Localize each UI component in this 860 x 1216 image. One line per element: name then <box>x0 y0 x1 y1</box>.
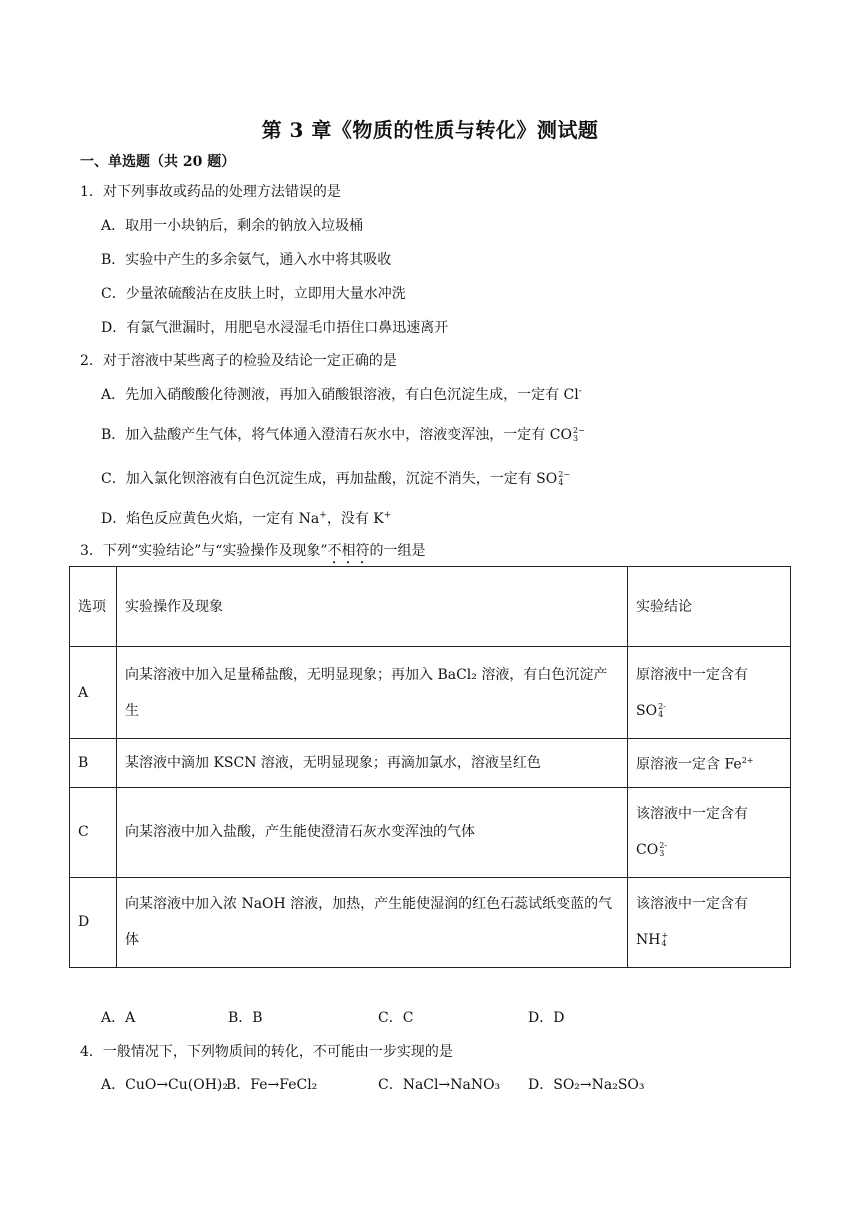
stem-pre: 3．下列“实验结论”与“实验操作及现象” <box>80 543 328 559</box>
question-3-answer-a: A．A <box>101 1010 136 1026</box>
table-row <box>70 787 791 877</box>
subscript: 3 <box>659 849 665 859</box>
header-operation: 实验操作及现象 <box>117 567 628 647</box>
conclusion-ion <box>636 832 782 868</box>
option-b-text: B．加入盐酸产生气体，将气体通入澄清石灰水中，溶液变浑浊，一定有 CO <box>101 427 572 443</box>
ion-symbol: NH <box>636 932 661 949</box>
question-3-answer-c: C．C <box>378 1010 414 1026</box>
row-operation: 向某溶液中加入足量稀盐酸，无明显现象；再加入 BaCl₂ 溶液，有白色沉淀产生 <box>117 647 628 739</box>
table-header-row <box>70 567 791 647</box>
row-operation: 某溶液中滴加 KSCN 溶液，无明显现象；再滴加氯水，溶液呈红色 <box>117 739 628 788</box>
conclusion-ion <box>636 922 782 958</box>
row-conclusion <box>628 877 791 967</box>
row-operation: 向某溶液中加入盐酸，产生能使澄清石灰水变浑浊的气体 <box>117 787 628 877</box>
potassium-charge: + <box>383 510 392 521</box>
row-option: C <box>70 787 117 877</box>
iron-charge: 2+ <box>741 756 754 765</box>
sulfate-notation <box>558 471 570 487</box>
question-4-option-a: A．CuO→Cu(OH)₂ <box>101 1077 228 1093</box>
question-4-option-b: B．Fe→FeCl₂ <box>226 1077 318 1093</box>
charge: 2− <box>572 426 585 435</box>
table-row <box>70 647 791 739</box>
stem-post: 的一组是 <box>369 543 426 559</box>
sodium-charge: + <box>319 510 327 521</box>
ion-symbol: SO <box>636 702 658 719</box>
section-heading: 一、单选题（共 20 题） <box>80 154 236 170</box>
experiment-table <box>69 566 791 968</box>
charge: + <box>661 931 669 941</box>
subscript: 4 <box>661 939 667 949</box>
table-row <box>70 877 791 967</box>
conclusion-text: 该溶液中一定含有 <box>636 806 748 823</box>
carbonate-notation <box>573 427 585 443</box>
option-d-text-2: ，没有 K <box>326 511 384 527</box>
charge: 2− <box>558 470 571 479</box>
conclusion-text: 原溶液中一定含有 <box>636 666 748 683</box>
row-option: A <box>70 647 117 739</box>
question-2-stem: 2．对于溶液中某些离子的检验及结论一定正确的是 <box>80 353 397 369</box>
subscript: 4 <box>558 478 564 487</box>
row-option: D <box>70 877 117 967</box>
subscript: 4 <box>658 709 664 719</box>
conclusion-text: 原溶液一定含 Fe <box>636 756 742 773</box>
question-2-option-b <box>101 424 585 444</box>
conclusion-ion <box>636 693 782 729</box>
question-4-option-c: C．NaCl→NaNO₃ <box>378 1077 501 1093</box>
row-conclusion <box>628 739 791 788</box>
subscript: 3 <box>572 434 579 443</box>
option-a-text: A．先加入硝酸酸化待测液，再加入硝酸银溶液，有白色沉淀生成，一定有 Cl <box>101 387 579 403</box>
question-1-stem: 1．对下列事故或药品的处理方法错误的是 <box>80 184 341 200</box>
question-3-stem <box>80 540 426 567</box>
row-option: B <box>70 739 117 788</box>
ion-symbol: CO <box>636 842 659 859</box>
row-conclusion <box>628 647 791 739</box>
option-d-text-1: D．焰色反应黄色火焰，一定有 Na <box>101 511 320 527</box>
ion-notation <box>659 842 667 858</box>
page-title: 第 3 章《物质的性质与转化》测试题 <box>261 118 599 142</box>
question-1-option-a: A．取用一小块钠后，剩余的钠放入垃圾桶 <box>101 218 364 234</box>
emphasized-text: 不相符 <box>327 543 370 559</box>
ion-notation <box>661 932 668 948</box>
header-option: 选项 <box>70 567 117 647</box>
question-1-option-c: C．少量浓硫酸沾在皮肤上时，立即用大量水冲洗 <box>101 286 406 302</box>
question-1-option-b: B．实验中产生的多余氨气，通入水中将其吸收 <box>101 252 392 268</box>
table-row <box>70 739 791 788</box>
question-1-option-d: D．有氯气泄漏时，用肥皂水浸湿毛巾捂住口鼻迅速离开 <box>101 320 449 336</box>
charge: 2- <box>659 841 667 851</box>
chloride-charge: - <box>578 386 582 397</box>
question-3-answer-b: B．B <box>228 1010 263 1026</box>
question-3-answer-d: D．D <box>528 1010 565 1026</box>
ion-notation <box>658 703 666 719</box>
row-operation: 向某溶液中加入浓 NaOH 溶液，加热，产生能使湿润的红色石蕊试纸变蓝的气体 <box>117 877 628 967</box>
question-4-option-d: D．SO₂→Na₂SO₃ <box>528 1077 645 1093</box>
header-conclusion: 实验结论 <box>628 567 791 647</box>
question-4-stem: 4．一般情况下，下列物质间的转化，不可能由一步实现的是 <box>80 1044 453 1060</box>
charge: 2- <box>658 701 666 711</box>
question-2-option-d <box>101 508 391 528</box>
question-2-option-a <box>101 384 582 404</box>
row-conclusion <box>628 787 791 877</box>
question-2-option-c <box>101 468 570 488</box>
conclusion-text: 该溶液中一定含有 <box>636 896 748 913</box>
option-c-text: C．加入氯化钡溶液有白色沉淀生成，再加盐酸，沉淀不消失，一定有 SO <box>101 471 558 487</box>
